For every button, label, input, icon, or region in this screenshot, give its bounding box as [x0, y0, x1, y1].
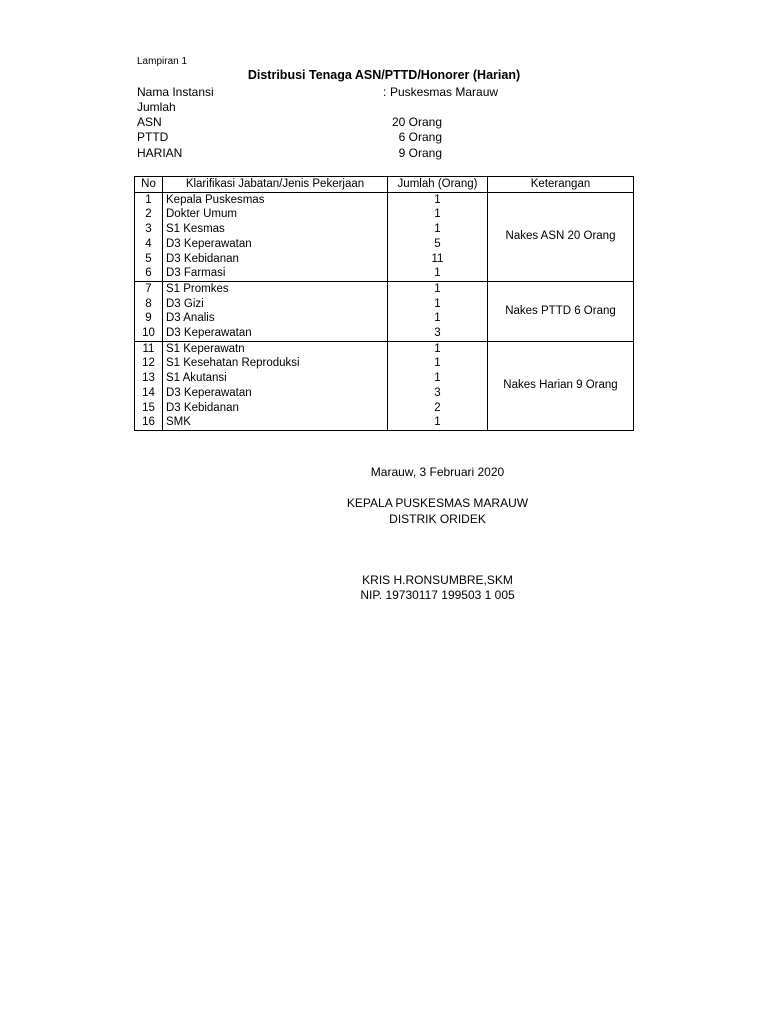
signatory-name: KRIS H.RONSUMBRE,SKM: [362, 573, 513, 587]
row-jumlah: 1: [388, 311, 488, 326]
row-jumlah: 5: [388, 237, 488, 252]
row-no: 3: [135, 222, 163, 237]
row-jumlah: 1: [388, 297, 488, 312]
nama-instansi-label: Nama Instansi: [137, 85, 214, 99]
row-no: 7: [135, 281, 163, 296]
asn-label: ASN: [137, 115, 162, 129]
row-jumlah: 1: [388, 415, 488, 430]
header-no: No: [135, 177, 163, 193]
row-jumlah: 1: [388, 356, 488, 371]
row-jumlah: 3: [388, 386, 488, 401]
group-keterangan: Nakes PTTD 6 Orang: [488, 281, 634, 341]
table-header-row: [135, 177, 634, 193]
distribution-table: [134, 176, 634, 431]
signatory-nip: NIP. 19730117 199503 1 005: [360, 588, 515, 602]
row-jumlah: 1: [388, 266, 488, 281]
table-row: [135, 281, 634, 296]
row-no: 9: [135, 311, 163, 326]
signature-position-line1: KEPALA PUSKESMAS MARAUW: [346, 496, 529, 510]
row-jumlah: 1: [388, 371, 488, 386]
header-jumlah: Jumlah (Orang): [388, 177, 488, 193]
asn-value: 20 Orang: [391, 115, 442, 129]
pttd-value: 6 Orang: [398, 130, 442, 144]
row-no: 2: [135, 207, 163, 222]
row-jabatan: D3 Kebidanan: [163, 252, 388, 267]
row-no: 4: [135, 237, 163, 252]
table-body: [135, 192, 634, 430]
row-jabatan: S1 Promkes: [163, 281, 388, 296]
row-no: 1: [135, 192, 163, 207]
row-jabatan: S1 Kesehatan Reproduksi: [163, 356, 388, 371]
nama-instansi-colon: :: [383, 85, 387, 99]
row-jabatan: Kepala Puskesmas: [163, 192, 388, 207]
table-row: [135, 192, 634, 207]
row-jumlah: 1: [388, 192, 488, 207]
header-keterangan: Keterangan: [488, 177, 634, 193]
row-no: 15: [135, 401, 163, 416]
jumlah-label: Jumlah: [137, 100, 176, 114]
row-no: 6: [135, 266, 163, 281]
row-jumlah: 1: [388, 222, 488, 237]
pttd-label: PTTD: [137, 130, 169, 144]
row-no: 16: [135, 415, 163, 430]
row-jumlah: 1: [388, 341, 488, 356]
row-no: 8: [135, 297, 163, 312]
harian-label: HARIAN: [137, 146, 183, 160]
row-jabatan: Dokter Umum: [163, 207, 388, 222]
row-jumlah: 3: [388, 326, 488, 341]
row-jabatan: D3 Keperawatan: [163, 386, 388, 401]
row-jabatan: S1 Keperawatn: [163, 341, 388, 356]
group-keterangan: Nakes Harian 9 Orang: [488, 341, 634, 430]
row-jumlah: 1: [388, 207, 488, 222]
row-jabatan: S1 Akutansi: [163, 371, 388, 386]
signature-place-date: Marauw, 3 Februari 2020: [370, 465, 505, 479]
document-title: Distribusi Tenaga ASN/PTTD/Honorer (Harian): [247, 68, 521, 82]
row-no: 14: [135, 386, 163, 401]
row-jabatan: SMK: [163, 415, 388, 430]
row-jumlah: 11: [388, 252, 488, 267]
row-jabatan: D3 Analis: [163, 311, 388, 326]
table-row: [135, 341, 634, 356]
row-jabatan: D3 Gizi: [163, 297, 388, 312]
group-keterangan: Nakes ASN 20 Orang: [488, 192, 634, 281]
row-jabatan: D3 Kebidanan: [163, 401, 388, 416]
row-jabatan: D3 Farmasi: [163, 266, 388, 281]
row-no: 10: [135, 326, 163, 341]
row-jabatan: D3 Keperawatan: [163, 237, 388, 252]
attachment-label: Lampiran 1: [137, 56, 188, 67]
row-no: 13: [135, 371, 163, 386]
header-jabatan: Klarifikasi Jabatan/Jenis Pekerjaan: [163, 177, 388, 193]
signature-position-line2: DISTRIK ORIDEK: [389, 512, 486, 526]
row-no: 11: [135, 341, 163, 356]
row-no: 12: [135, 356, 163, 371]
nama-instansi-value: Puskesmas Marauw: [390, 85, 499, 99]
row-jumlah: 1: [388, 281, 488, 296]
row-jabatan: D3 Keperawatan: [163, 326, 388, 341]
row-no: 5: [135, 252, 163, 267]
row-jumlah: 2: [388, 401, 488, 416]
harian-value: 9 Orang: [398, 146, 442, 160]
row-jabatan: S1 Kesmas: [163, 222, 388, 237]
